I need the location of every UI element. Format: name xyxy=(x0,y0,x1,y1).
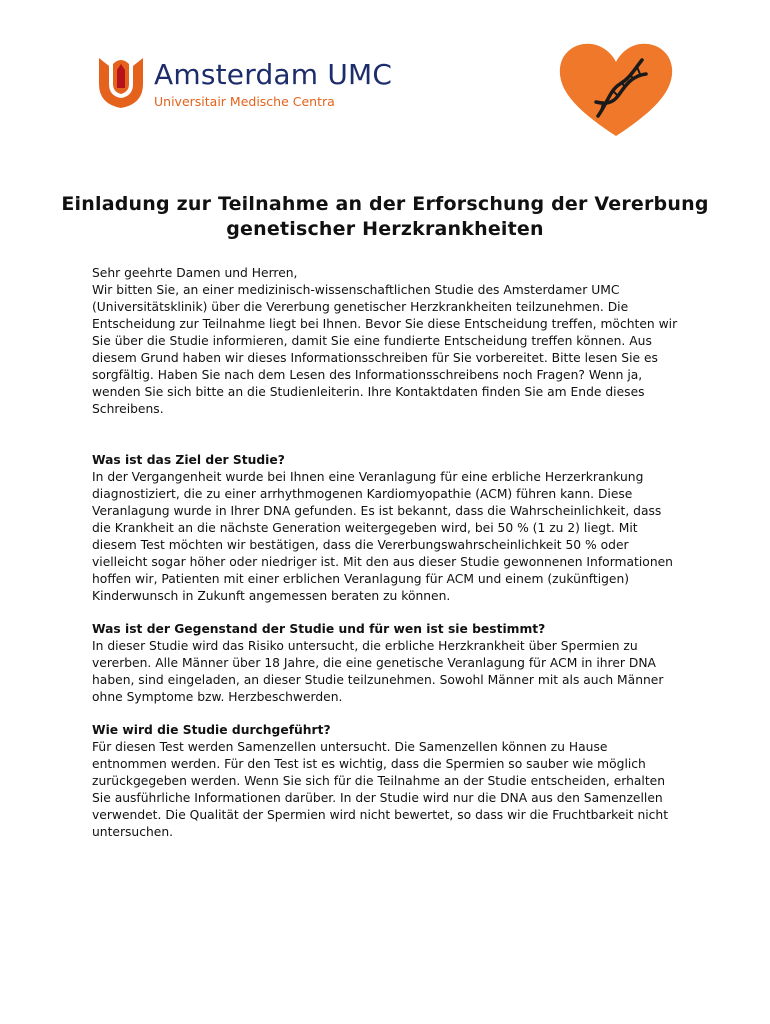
section-body-subject: In dieser Studie wird das Risiko untersucht, die erbliche Herzkrankheit über Spermien zu vererben. Alle Männer über 18 Jahre, die eine genetische Veranlagung für ACM in ihrer DNA haben, sind eingeladen, an dieser Studie teilzunehmen. Sowohl Männer mit als auch Männer ohne Symptome bzw. Herzbeschwerden. xyxy=(92,639,664,704)
tulip-logo-icon xyxy=(96,54,146,110)
section-body-procedure: Für diesen Test werden Samenzellen untersucht. Die Samenzellen können zu Hause entnommen werden. Für den Test ist es wichtig, dass die Spermien so sauber wie möglich zurückgegeben werden. Wenn Sie sich für die Teilnahme an der Studie entscheiden, erhalten Sie ausführliche Informationen darüber. In der Studie wird nur die DNA aus den Samenzellen verwendet. Die Qualität der Spermien wird nicht bewertet, so dass wir die Fruchtbarkeit nicht untersuchen. xyxy=(92,740,669,839)
page-title: Einladung zur Teilnahme an der Erforschung der Vererbung genetischer Herzkrankheiten xyxy=(61,193,709,240)
section-heading-aim: Was ist das Ziel der Studie? xyxy=(92,453,285,467)
heart-dna-icon xyxy=(556,40,676,140)
logo-tagline: Universitair Medische Centra xyxy=(154,94,335,109)
amsterdam-umc-logo xyxy=(96,52,436,112)
salutation: Sehr geehrte Damen und Herren, xyxy=(92,266,298,280)
section-heading-subject: Was ist der Gegenstand der Studie und für wen ist sie bestimmt? xyxy=(92,622,546,636)
logo-brand-name: Amsterdam UMC xyxy=(154,58,393,91)
letter-body xyxy=(92,265,682,841)
intro-paragraph: Wir bitten Sie, an einer medizinisch-wissenschaftlichen Studie des Amsterdamer UMC (Universitätsklinik) über die Vererbung genetischer Herzkrankheiten teilzunehmen. Die Entscheidung zur Teilnahme liegt bei Ihnen. Bevor Sie diese Entscheidung treffen, möchten wir Sie über die Studie informieren, damit Sie eine fundierte Entscheidung treffen können. Aus diesem Grund haben wir dieses Informationsschreiben für Sie vorbereitet. Bitte lesen Sie es sorgfältig. Haben Sie nach dem Lesen des Informationsschreibens noch Fragen? Wenn ja, wenden Sie sich bitte an die Studienleiterin. Ihre Kontaktdaten finden Sie am Ende dieses Schreibens. xyxy=(92,283,678,416)
section-heading-procedure: Wie wird die Studie durchgeführt? xyxy=(92,723,331,737)
section-body-aim: In der Vergangenheit wurde bei Ihnen eine Veranlagung für eine erbliche Herzerkrankung diagnostiziert, die zu einer arrhythmogenen Kardiomyopathie (ACM) führen kann. Diese Veranlagung wurde in Ihrer DNA gefunden. Es ist bekannt, dass die Wahrscheinlichkeit, dass die Krankheit an die nächste Generation weitergegeben wird, bei 50 % (1 zu 2) liegt. Mit diesem Test möchten wir bestätigen, dass die Vererbungswahrscheinlichkeit 50 % oder vielleicht sogar höher oder niedriger ist. Mit den aus dieser Studie gewonnenen Informationen hoffen wir, Patienten mit einer erblichen Veranlagung für ACM und einem (zukünftigen) Kinderwunsch in Zukunft angemessen beraten zu können. xyxy=(92,470,673,603)
